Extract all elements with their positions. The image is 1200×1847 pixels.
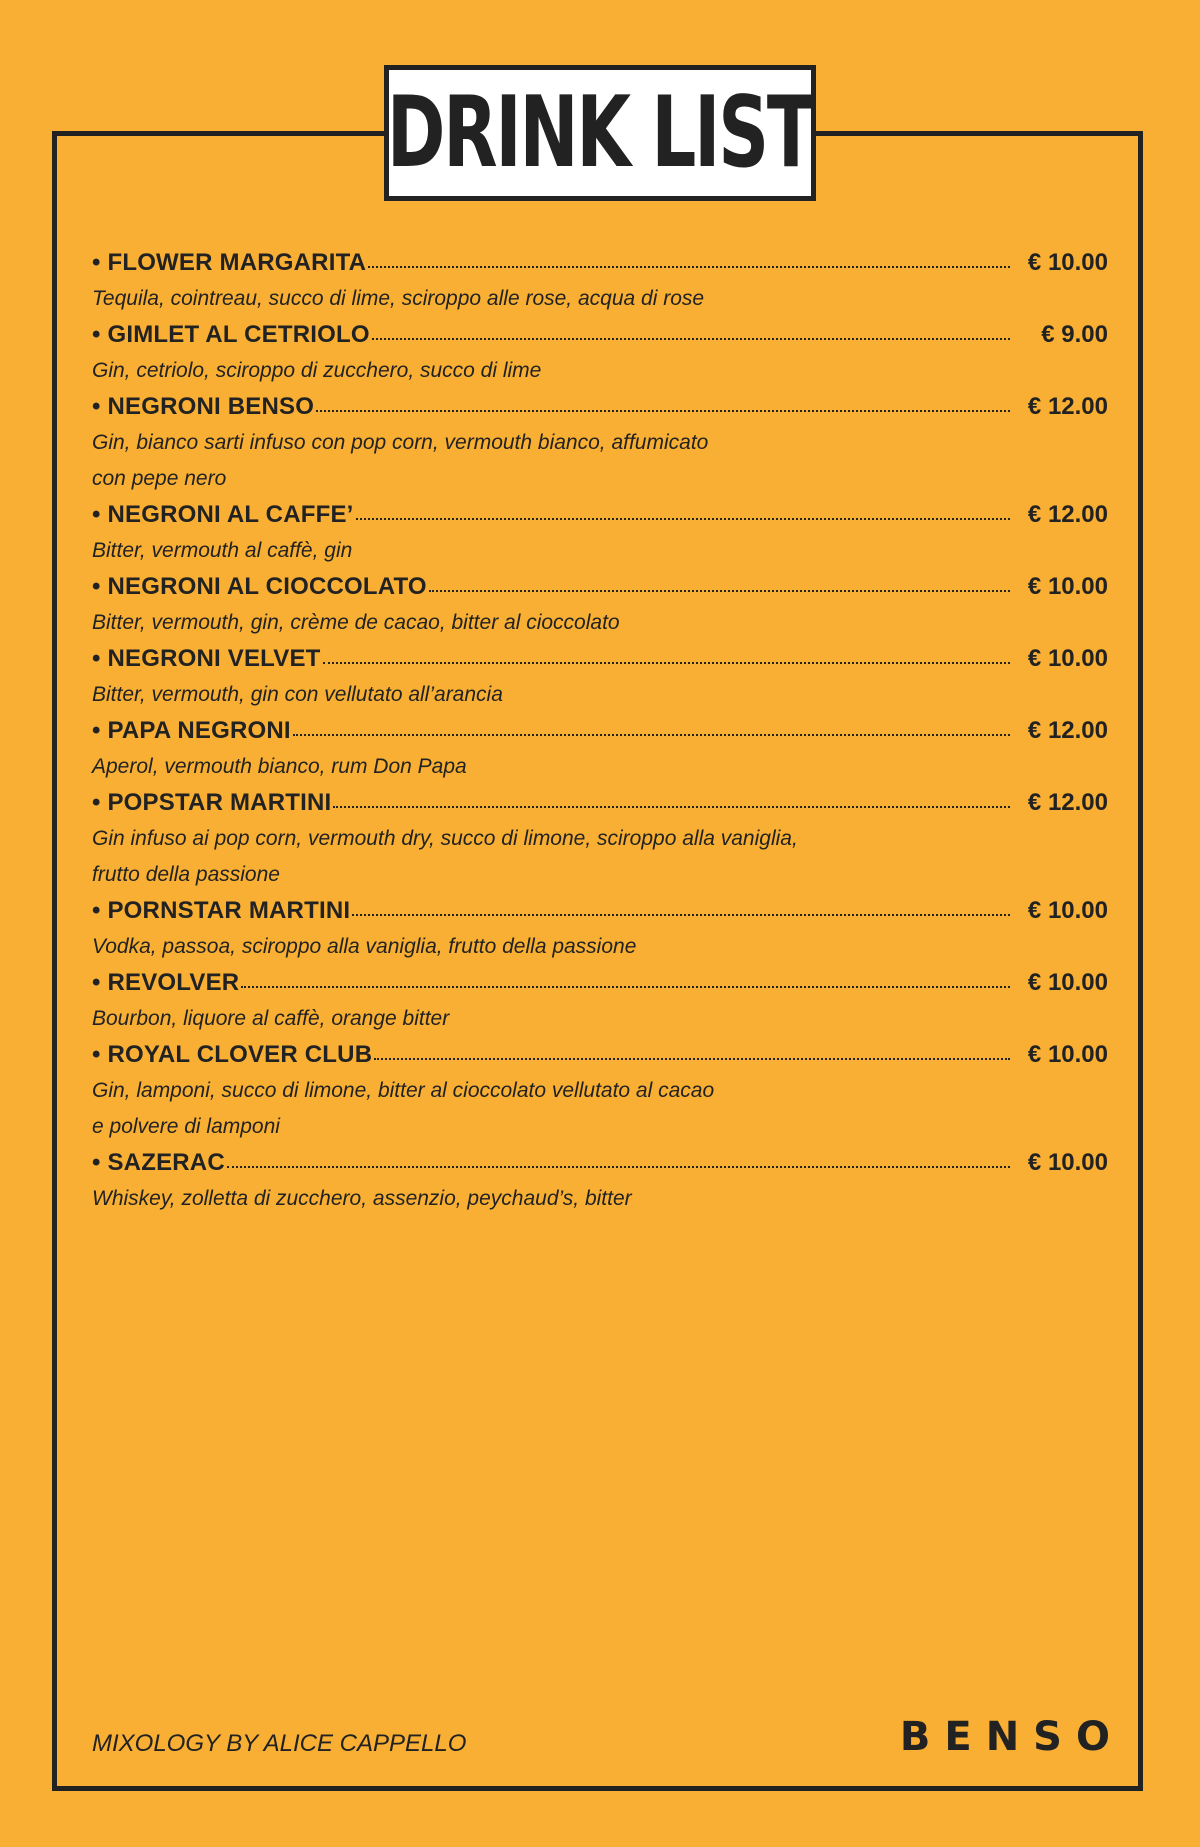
drink-price: € 10.00 (1027, 645, 1108, 672)
drink-price: € 10.00 (1027, 1149, 1108, 1176)
drink-name: • PAPA NEGRONI (92, 717, 291, 744)
drink-item (92, 785, 1108, 893)
drink-name: • POPSTAR MARTINI (92, 789, 332, 816)
dot-leader (316, 410, 1010, 412)
dot-leader (368, 266, 1010, 268)
drink-name: • NEGRONI AL CAFFE’ (92, 501, 354, 528)
dot-leader (323, 662, 1010, 664)
drink-item (92, 497, 1108, 569)
drink-list (92, 245, 1108, 1217)
drink-price: € 12.00 (1027, 393, 1108, 420)
drink-price: € 12.00 (1027, 501, 1108, 528)
drink-item (92, 965, 1108, 1037)
dot-leader (374, 1058, 1010, 1060)
drink-item (92, 317, 1108, 389)
drink-name: • ROYAL CLOVER CLUB (92, 1041, 373, 1068)
drink-price: € 9.00 (1041, 321, 1108, 348)
drink-name: • REVOLVER (92, 969, 240, 996)
drink-description: Whiskey, zolletta di zucchero, assenzio, peychaud’s, bitter (92, 1187, 632, 1210)
drink-name: • NEGRONI VELVET (92, 645, 321, 672)
dot-leader (356, 518, 1010, 520)
drink-description: Gin infuso ai pop corn, vermouth dry, succo di limone, sciroppo alla vaniglia, frutto della passione (92, 827, 798, 886)
drink-description: Tequila, cointreau, succo di lime, sciroppo alle rose, acqua di rose (92, 287, 705, 310)
drink-item (92, 1037, 1108, 1145)
drink-name: • GIMLET AL CETRIOLO (92, 321, 370, 348)
title-box (384, 65, 816, 201)
drink-name: • NEGRONI AL CIOCCOLATO (92, 573, 427, 600)
drink-description: Vodka, passoa, sciroppo alla vaniglia, frutto della passione (92, 935, 637, 958)
drink-price: € 10.00 (1027, 897, 1108, 924)
drink-price: € 12.00 (1027, 717, 1108, 744)
drink-item (92, 893, 1108, 965)
dot-leader (333, 806, 1010, 808)
brand-logo: BENSO (899, 1714, 1124, 1760)
dot-leader (293, 734, 1010, 736)
drink-price: € 10.00 (1027, 573, 1108, 600)
drink-description: Gin, lamponi, succo di limone, bitter al cioccolato vellutato al cacao e polvere di lamponi (92, 1079, 715, 1138)
drink-price: € 10.00 (1027, 1041, 1108, 1068)
drink-name: • NEGRONI BENSO (92, 393, 315, 420)
drink-description: Bitter, vermouth, gin con vellutato all’arancia (92, 683, 503, 706)
drink-item (92, 713, 1108, 785)
drink-description: Bourbon, liquore al caffè, orange bitter (92, 1007, 450, 1030)
drink-description: Gin, bianco sarti infuso con pop corn, vermouth bianco, affumicato con pepe nero (92, 431, 709, 490)
drink-item (92, 389, 1108, 497)
drink-item (92, 569, 1108, 641)
drink-description: Aperol, vermouth bianco, rum Don Papa (92, 755, 467, 778)
menu-title: DRINK LIST (386, 76, 814, 190)
drink-item (92, 245, 1108, 317)
drink-item (92, 641, 1108, 713)
dot-leader (227, 1166, 1010, 1168)
drink-description: Bitter, vermouth al caffè, gin (92, 539, 353, 562)
drink-price: € 10.00 (1027, 249, 1108, 276)
dot-leader (372, 338, 1010, 340)
dot-leader (429, 590, 1010, 592)
drink-name: • SAZERAC (92, 1149, 225, 1176)
drink-price: € 12.00 (1027, 789, 1108, 816)
mixology-credit: MIXOLOGY BY ALICE CAPPELLO (92, 1730, 467, 1757)
drink-description: Bitter, vermouth, gin, crème de cacao, bitter al cioccolato (92, 611, 620, 634)
dot-leader (352, 914, 1010, 916)
drink-name: • PORNSTAR MARTINI (92, 897, 351, 924)
drink-item (92, 1145, 1108, 1217)
drink-description: Gin, cetriolo, sciroppo di zucchero, succo di lime (92, 359, 542, 382)
drink-name: • FLOWER MARGARITA (92, 249, 367, 276)
dot-leader (241, 986, 1010, 988)
drink-price: € 10.00 (1027, 969, 1108, 996)
